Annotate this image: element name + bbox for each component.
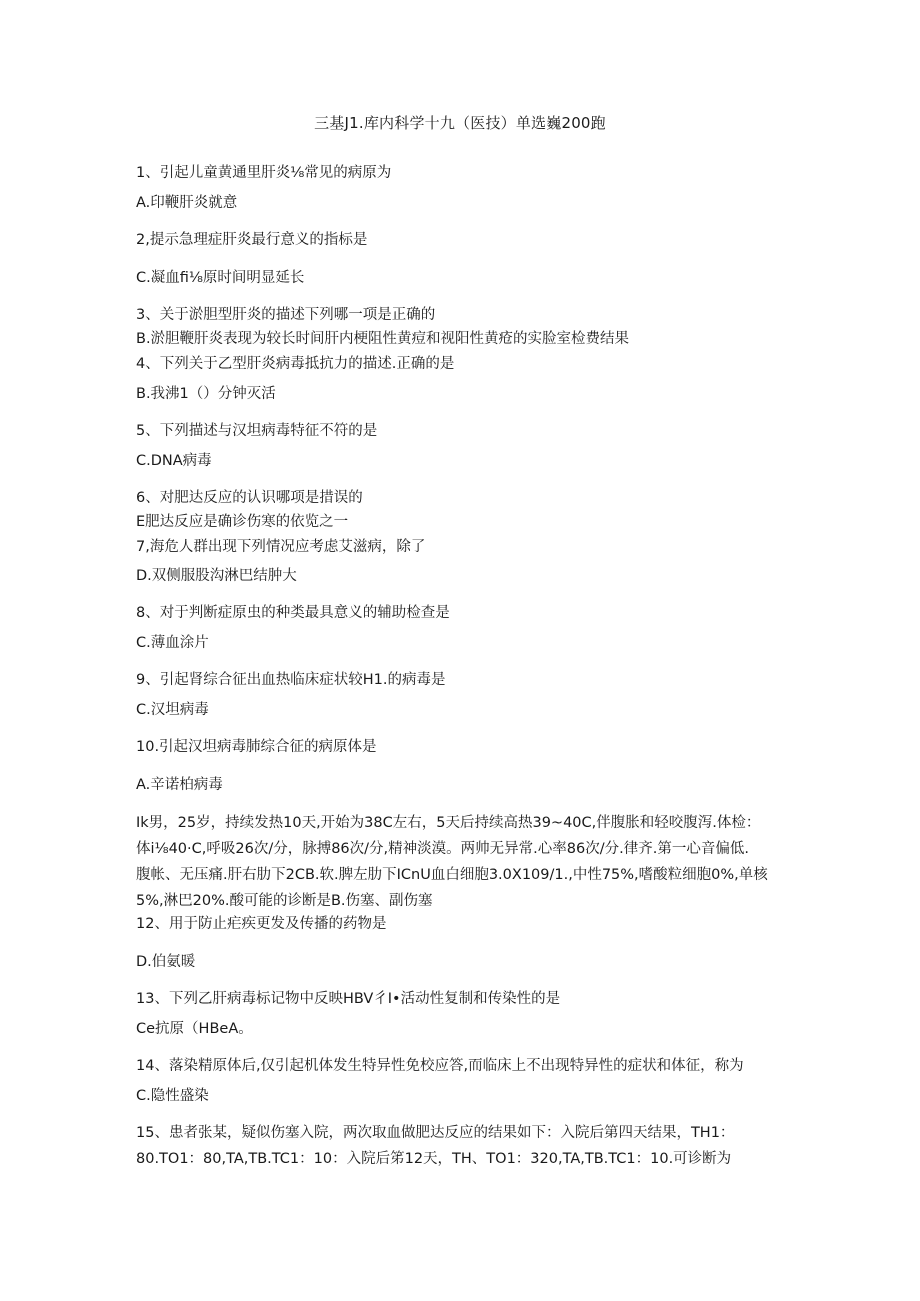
answer-13: Ce抗原（HBeA。 <box>136 1021 253 1037</box>
answer-10: A.辛诺柏病毒 <box>136 777 223 793</box>
answer-12: D.伯氨暖 <box>136 954 196 970</box>
answer-3: B.淤胆鞭肝炎表现为较长时间肝内梗阻性黄痘和视阳性黄疮的实脸室检费结果 <box>136 331 630 347</box>
paragraph-line: 体i⅛40·C,呼吸26次/分，脉搏86次/分,精神淡漠。两帅无异常.心率86次/分.律齐.第一心音偏低. <box>136 841 749 857</box>
question-11-paragraph <box>136 810 784 914</box>
answer-5: C.DNA病毒 <box>136 453 212 469</box>
question-5: 5、下列描述与汉坦病毒特征不符的是 <box>136 423 378 439</box>
answer-8: C.薄血涂片 <box>136 635 209 651</box>
paragraph-line: 80.TO1：80,TA,TB.TC1：10：入院后笫12天，TH、TO1：320,TA,TB.TC1：10.可诊断为 <box>136 1151 732 1167</box>
paragraph-line: Ik男，25岁，持续发热10天,开始为38C左右，5天后持续高热39~40C,伴腹胀和轻咬腹泻.体检： <box>136 815 761 831</box>
question-12: 12、用于防止疟疾更发及传播的药物是 <box>136 916 387 932</box>
question-14: 14、落染精原体后,仅引起机体发生特异性免校应答,而临床上不出现特异性的症状和体征，称为 <box>136 1058 744 1074</box>
answer-6: E肥达反应是确诊伤寒的依览之一 <box>136 514 349 530</box>
question-13: 13、下列乙肝病毒标记物中反映HBV彳I•活动性复制和传染性的是 <box>136 991 561 1007</box>
answer-7: D.双侧服股沟淋巴结肿大 <box>136 568 297 584</box>
question-10: 10.引起汉坦病毒肺综合征的病原体是 <box>136 739 377 755</box>
question-7: 7,海危人群出现下列情况应考虑艾滋病，除了 <box>136 539 426 555</box>
answer-1: A.印鞭肝炎就意 <box>136 195 238 211</box>
question-15-paragraph <box>136 1120 784 1172</box>
question-6: 6、对肥达反应的认识哪项是措误的 <box>136 490 363 506</box>
question-2: 2,提示急理症肝炎最行意义的指标是 <box>136 232 368 248</box>
question-9: 9、引起肾综合征出血热临床症状较H1.的病毒是 <box>136 672 446 688</box>
document-title: 三基J1.库内科学十九（医技）单选巍200跑 <box>314 114 606 132</box>
paragraph-line: 15、患者张某，疑似伤塞入院，两次取血做肥达反应的结果如下：入院后第四天结果，TH1： <box>136 1125 735 1141</box>
paragraph-line: 5%,淋巴20%.酸可能的诊断是B.伤塞、副伤塞 <box>136 893 433 909</box>
question-3: 3、关于淤胆型肝炎的描述下列哪一项是正确的 <box>136 307 436 323</box>
question-4: 4、下列关于乙型肝炎病毒抵抗力的描述.正确的是 <box>136 356 455 372</box>
answer-9: C.汉坦病毒 <box>136 702 209 718</box>
question-1: 1、引起儿童黄通里肝炎⅛常见的病原为 <box>136 165 392 181</box>
answer-14: C.隐性盛染 <box>136 1088 209 1104</box>
answer-4: B.我沸1（）分钟灭活 <box>136 386 276 402</box>
question-8: 8、对于判断症原虫的种类最具意义的辅助检查是 <box>136 605 450 621</box>
answer-2: C.凝血fi⅛原时间明显延长 <box>136 270 305 286</box>
paragraph-line: 腹帐、无压痛.肝右肋下2CB.软.脾左肋下ICnU血白细胞3.0X109/1.,中性75%,嗜酸粒细胞0%,单核 <box>136 867 768 883</box>
